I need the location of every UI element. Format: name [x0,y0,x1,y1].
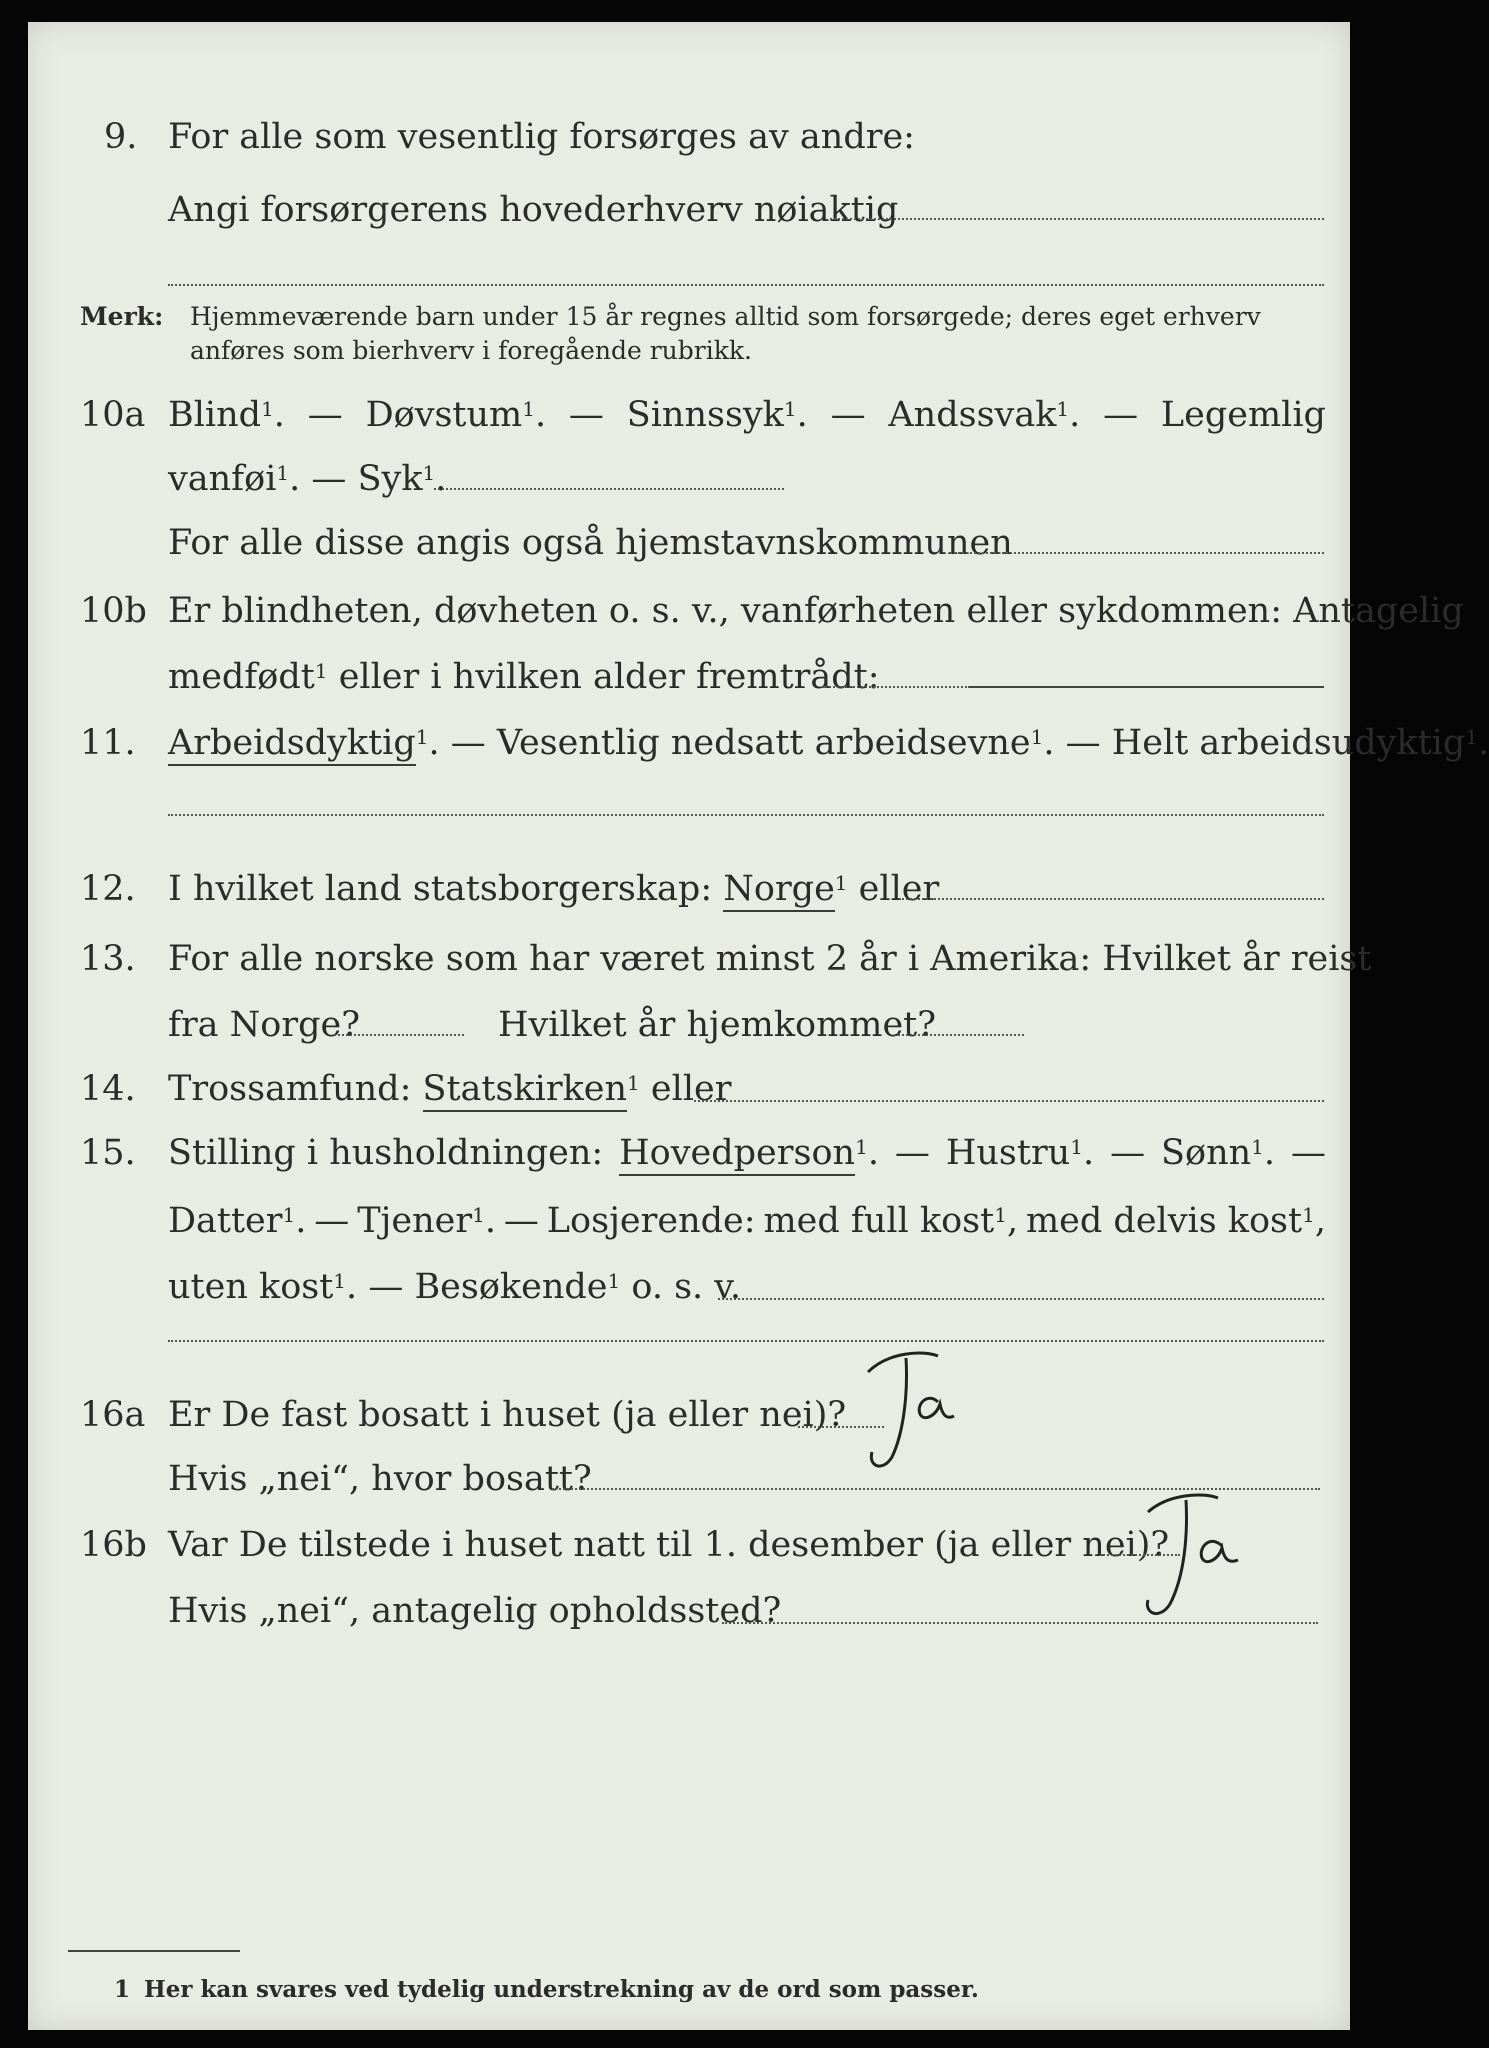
dash: — [568,395,604,435]
dash: — [450,723,486,763]
q16b-opholdssted-field[interactable] [722,1622,1318,1624]
dash: — [1103,395,1139,435]
option-uten-kost[interactable]: uten kost$^1$. [168,1267,358,1307]
q14-line [168,1066,731,1112]
q12-eller: eller [858,869,940,909]
option-vanfor[interactable]: vanføi$^1$. [168,459,301,499]
merk-label: Merk: [80,302,164,331]
q16b-line1: Var De tilstede i huset natt til 1. desember (ja eller nei)? [168,1525,1170,1565]
q16a-line1: Er De fast bosatt i huset (ja eller nei)? [168,1395,847,1435]
q14-eller: eller [650,1069,732,1109]
q11-number: 11. [80,723,136,763]
q10b-line1: Er blindheten, døvheten o. s. v., vanførheten eller sykdommen: Antagelig [168,591,1464,631]
q13-reist-field[interactable] [334,1034,464,1036]
q13-line2b: Hvilket år hjemkommet? [498,1005,937,1045]
q16a-answer-text: Ja [828,1342,829,1343]
dash: — [503,1201,539,1241]
dash: — [314,1201,350,1241]
option-sonn[interactable]: Sønn$^1$. [1161,1133,1276,1173]
option-syk[interactable]: Syk$^1$. [357,459,447,499]
dash: — [311,459,347,499]
q15-osv: o. s. v. [631,1267,742,1307]
q15-losjerende: Losjerende: [546,1201,756,1241]
q10b-number: 10b [80,591,147,631]
q10a-line2 [168,456,446,502]
q15-number: 15. [80,1133,136,1173]
q14-number: 14. [80,1069,136,1109]
q16b-answer-text: Ja [1098,1482,1099,1483]
q9-answer-field[interactable] [830,218,1324,220]
footnote-mark: 1 [114,1976,131,2003]
merk-line1: Hjemmeværende barn under 15 år regnes alltid som forsørgede; deres eget erhverv [190,302,1261,331]
q10b-field-a[interactable] [822,686,970,688]
q10a-syk-field[interactable] [434,488,784,490]
q15-line2 [168,1198,1326,1244]
option-andssvak[interactable]: Andssvak$^1$. [888,395,1081,435]
census-form-page [28,22,1489,2030]
option-nedsatt[interactable]: Vesentlig nedsatt arbeidsevne$^1$. [496,723,1055,763]
dash: — [1290,1133,1326,1173]
q16b-number: 16b [80,1525,147,1565]
dash: — [368,1267,404,1307]
option-udyktig[interactable]: Helt arbeidsudyktig$^1$. [1111,723,1489,763]
q12-label: I hvilket land statsborgerskap: [168,869,713,909]
q16a-handwritten-answer [828,1342,1008,1482]
q9-answer-field-2[interactable] [168,284,1324,286]
option-full-kost[interactable]: med full kost$^1$, [763,1201,1019,1241]
q11-line [168,720,1489,766]
q10b-field-b[interactable] [970,686,1324,688]
q16a-number: 16a [80,1395,146,1435]
option-hustru[interactable]: Hustru$^1$. [945,1133,1095,1173]
q12-field[interactable] [902,898,1324,900]
dash: — [1110,1133,1146,1173]
option-delvis-kost[interactable]: med delvis kost$^1$, [1025,1201,1326,1241]
q13-number: 13. [80,939,136,979]
q13-line2a: fra Norge? [168,1005,360,1045]
q10a-line3: For alle disse angis også hjemstavnskommunen [168,523,1013,563]
q10a-line1 [168,392,1326,438]
dash: — [830,395,866,435]
option-sinnssyk[interactable]: Sinnssyk$^1$. [626,395,808,435]
q9-number: 9. [104,117,138,157]
dash: — [1065,723,1101,763]
q14-field[interactable] [694,1100,1324,1102]
option-arbeidsdyktig[interactable]: Arbeidsdyktig$^1$. [168,723,440,763]
q15-field[interactable] [718,1298,1324,1300]
dash: — [894,1133,930,1173]
q15-field-2[interactable] [168,1340,1324,1342]
q15-line3 [168,1264,741,1310]
dash: — [307,395,343,435]
q16b-line2: Hvis „nei“, antagelig opholdssted? [168,1591,782,1631]
option-tjener[interactable]: Tjener$^1$. [357,1201,496,1241]
option-datter[interactable]: Datter$^1$. [168,1201,307,1241]
q15-line1 [168,1130,1326,1176]
q9-line2: Angi forsørgerens hovederhverv nøiaktig [168,190,899,230]
option-blind[interactable]: Blind$^1$. [168,395,285,435]
q9-line1: For alle som vesentlig forsørges av andre: [168,117,915,157]
option-medfodt[interactable]: medfødt$^1$ [168,657,328,697]
option-legemlig[interactable]: Legemlig [1160,395,1326,435]
q10b-line2 [168,654,880,700]
q13-hjem-field[interactable] [894,1034,1024,1036]
q12-number: 12. [80,869,136,909]
footnote-rule [68,1950,240,1952]
option-besokende[interactable]: Besøkende$^1$ [414,1267,621,1307]
q14-label: Trossamfund: [168,1069,412,1109]
q12-line [168,866,939,912]
q15-label: Stilling i husholdningen: [168,1133,604,1173]
q16b-handwritten-answer [1098,1482,1298,1632]
footnote-text: Her kan svares ved tydelig understrekning av de ord som passer. [144,1976,979,2003]
option-norge[interactable]: Norge$^1$ [723,869,847,909]
q11-field[interactable] [168,814,1324,816]
option-hovedperson[interactable]: Hovedperson$^1$. [619,1130,879,1176]
option-dovstum[interactable]: Døvstum$^1$. [365,395,547,435]
q13-line1: For alle norske som har været minst 2 år i Amerika: Hvilket år reist [168,939,1372,979]
option-statskirken[interactable]: Statskirken$^1$ [423,1069,640,1109]
q16a-line2: Hvis „nei“, hvor bosatt? [168,1459,592,1499]
merk-line2: anføres som bierhverv i foregående rubrikk. [190,336,752,365]
q10a-hjemstavn-field[interactable] [950,552,1324,554]
q10b-alder-label: eller i hvilken alder fremtrådt: [338,657,880,697]
q10a-number: 10a [80,395,146,435]
